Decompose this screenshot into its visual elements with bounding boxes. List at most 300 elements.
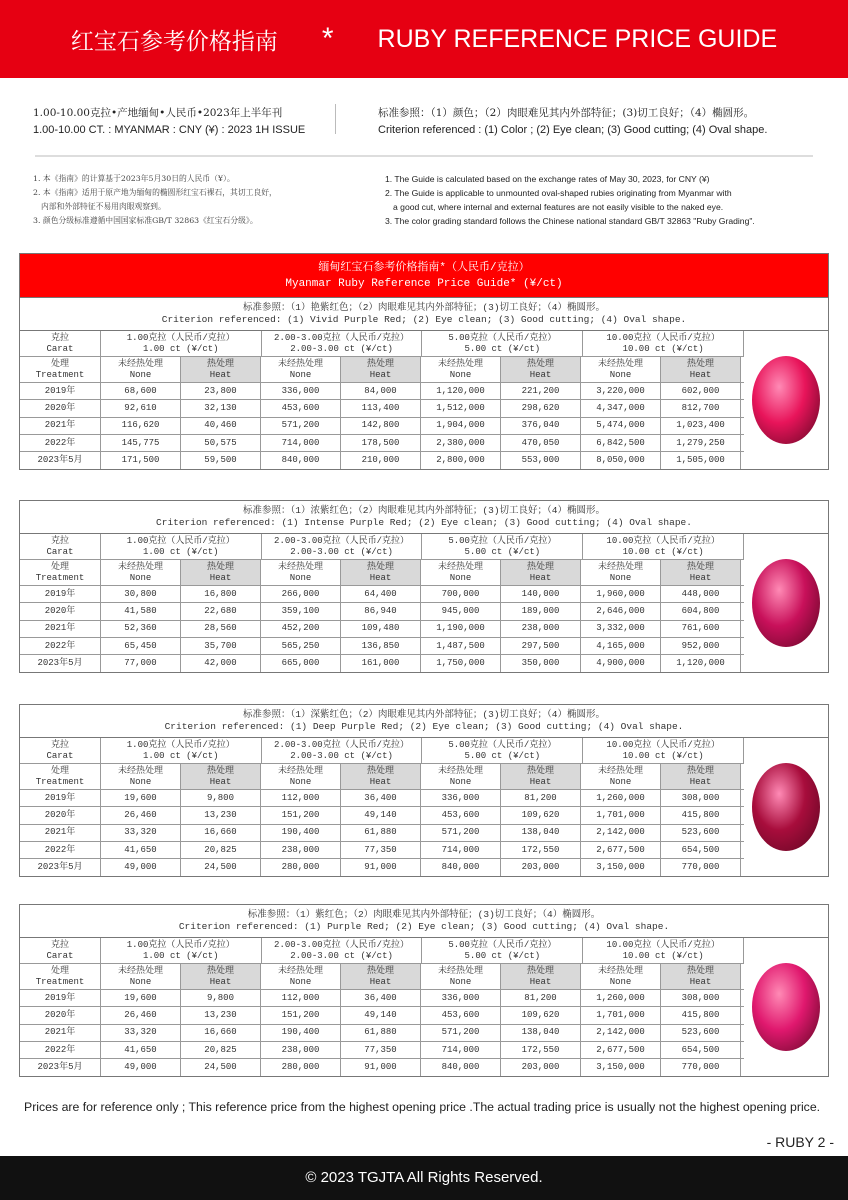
none-en: None — [449, 572, 472, 583]
year-cell: 2022年 — [20, 1042, 101, 1058]
price-table — [19, 904, 829, 1077]
none-header — [421, 964, 501, 989]
title-cn: 红宝石参考价格指南 — [70, 28, 278, 55]
price-cell: 16,800 — [181, 586, 261, 602]
price-cell: 2,142,000 — [581, 1025, 661, 1041]
criterion-en: Criterion referenced: (1) Purple Red; (2) Eye clean; (3) Good cutting; (4) Oval shape. — [178, 921, 670, 932]
none-en: None — [129, 369, 152, 380]
heat-cn: 热处理 — [206, 358, 234, 369]
table-row — [20, 990, 744, 1007]
treatment-header-row — [20, 764, 744, 790]
none-cn: 未经热处理 — [117, 561, 163, 572]
size-en: 10.00 ct (¥/ct) — [622, 343, 704, 354]
price-cell: 523,600 — [661, 825, 741, 841]
price-cell: 714,000 — [421, 842, 501, 858]
heat-header — [501, 964, 581, 989]
price-cell: 40,460 — [181, 418, 261, 434]
price-cell: 770,000 — [661, 1059, 741, 1076]
table-row — [20, 790, 744, 807]
size-en: 2.00-3.00 ct (¥/ct) — [290, 343, 393, 354]
price-cell: 602,000 — [661, 383, 741, 399]
price-cell: 24,500 — [181, 859, 261, 876]
treatment-header — [20, 764, 101, 789]
treatment-en: Treatment — [35, 976, 85, 987]
heat-cn: 热处理 — [366, 765, 394, 776]
price-cell: 571,200 — [421, 825, 501, 841]
none-header — [581, 357, 661, 382]
carat-en: Carat — [46, 546, 74, 557]
none-header — [421, 560, 501, 585]
price-cell: 1,023,400 — [661, 418, 741, 434]
page-number: - RUBY 2 - — [766, 1134, 834, 1150]
none-cn: 未经热处理 — [277, 765, 323, 776]
criterion-cn: 标准参照：（1）深紫红色；（2）肉眼难见其内外部特征；(3)切工良好；（4）椭圆形。 — [243, 709, 605, 720]
price-cell: 415,800 — [661, 1007, 741, 1023]
price-cell: 238,000 — [501, 621, 581, 637]
price-cell: 190,400 — [261, 825, 341, 841]
price-cell: 33,320 — [101, 1025, 181, 1041]
table-row — [20, 452, 744, 469]
price-cell: 1,701,000 — [581, 807, 661, 823]
price-cell: 20,825 — [181, 1042, 261, 1058]
heat-cn: 热处理 — [366, 358, 394, 369]
carat-cn: 克拉 — [50, 535, 69, 546]
none-en: None — [609, 572, 632, 583]
price-cell: 22,680 — [181, 603, 261, 619]
table-row — [20, 655, 744, 672]
price-cell: 238,000 — [261, 842, 341, 858]
price-cell: 28,560 — [181, 621, 261, 637]
price-cell: 359,100 — [261, 603, 341, 619]
heat-header — [181, 964, 261, 989]
price-cell: 36,400 — [341, 990, 421, 1006]
note: 1. The Guide is calculated based on the exchange rates of May 30, 2023, for CNY (¥) — [385, 174, 710, 184]
none-header — [261, 357, 341, 382]
price-cell: 2,677,500 — [581, 1042, 661, 1058]
heat-en: Heat — [369, 369, 392, 380]
price-cell: 36,400 — [341, 790, 421, 806]
price-cell: 1,904,000 — [421, 418, 501, 434]
price-cell: 2,677,500 — [581, 842, 661, 858]
size-header — [422, 534, 583, 559]
price-cell: 81,200 — [501, 990, 581, 1006]
none-header — [581, 764, 661, 789]
price-cell: 665,000 — [261, 655, 341, 672]
price-cell: 203,000 — [501, 859, 581, 876]
heat-cn: 热处理 — [686, 358, 714, 369]
none-cn: 未经热处理 — [117, 358, 163, 369]
price-cell: 376,040 — [501, 418, 581, 434]
price-cell: 112,000 — [261, 990, 341, 1006]
heat-cn: 热处理 — [206, 965, 234, 976]
none-header — [101, 560, 181, 585]
price-cell: 77,350 — [341, 1042, 421, 1058]
size-header — [262, 938, 423, 963]
size-header — [101, 738, 262, 763]
year-cell: 2019年 — [20, 383, 101, 399]
year-cell: 2023年5月 — [20, 655, 101, 672]
price-cell: 297,500 — [501, 638, 581, 654]
size-header-row — [20, 938, 744, 964]
price-cell: 178,500 — [341, 435, 421, 451]
disclaimer: Prices are for reference only ; This reference price from the highest opening price .The actual trading price is usually not the highest opening price. — [24, 1100, 821, 1114]
price-cell: 6,842,500 — [581, 435, 661, 451]
year-cell: 2021年 — [20, 825, 101, 841]
price-cell: 145,775 — [101, 435, 181, 451]
price-cell: 336,000 — [421, 790, 501, 806]
ruby-image — [744, 938, 828, 1076]
title-separator: * — [321, 22, 334, 55]
price-cell: 9,800 — [181, 990, 261, 1006]
none-header — [421, 357, 501, 382]
none-en: None — [289, 369, 312, 380]
heat-header — [181, 357, 261, 382]
price-cell: 714,000 — [261, 435, 341, 451]
note: 3. 颜色分级标准遵循中国国家标准GB/T 32863《红宝石分级》。 — [33, 216, 258, 225]
ruby-gem-icon — [752, 559, 820, 647]
none-cn: 未经热处理 — [597, 358, 643, 369]
year-cell: 2019年 — [20, 790, 101, 806]
heat-header — [501, 764, 581, 789]
heat-en: Heat — [529, 776, 552, 787]
none-header — [101, 964, 181, 989]
none-cn: 未经热处理 — [437, 965, 483, 976]
price-cell: 142,800 — [341, 418, 421, 434]
heat-header — [341, 964, 421, 989]
table-row — [20, 638, 744, 655]
table-row — [20, 621, 744, 638]
size-cn: 1.00克拉（人民币/克拉） — [126, 332, 235, 343]
price-cell: 3,220,000 — [581, 383, 661, 399]
price-cell: 1,120,000 — [661, 655, 741, 672]
size-header — [583, 938, 744, 963]
price-cell: 415,800 — [661, 807, 741, 823]
none-cn: 未经热处理 — [277, 965, 323, 976]
criterion-en: Criterion referenced: (1) Intense Purple Red; (2) Eye clean; (3) Good cutting; (4) Oval shape. — [156, 517, 692, 528]
price-cell: 4,900,000 — [581, 655, 661, 672]
price-cell: 68,600 — [101, 383, 181, 399]
title-en: RUBY REFERENCE PRICE GUIDE — [377, 24, 778, 53]
note: 内部和外部特征不易用肉眼观察到。 — [41, 202, 166, 211]
price-cell: 26,460 — [101, 807, 181, 823]
size-header — [101, 534, 262, 559]
divider — [35, 155, 813, 157]
none-cn: 未经热处理 — [597, 561, 643, 572]
price-cell: 840,000 — [421, 1059, 501, 1076]
none-en: None — [129, 572, 152, 583]
price-cell: 49,140 — [341, 807, 421, 823]
heat-header — [661, 357, 741, 382]
price-cell: 1,279,250 — [661, 435, 741, 451]
carat-en: Carat — [46, 343, 74, 354]
price-cell: 210,000 — [341, 452, 421, 469]
price-cell: 59,500 — [181, 452, 261, 469]
size-en: 5.00 ct (¥/ct) — [464, 950, 541, 961]
ruby-gem-icon — [752, 963, 820, 1051]
size-en: 1.00 ct (¥/ct) — [142, 950, 219, 961]
price-cell: 350,000 — [501, 655, 581, 672]
none-header — [261, 964, 341, 989]
size-cn: 1.00克拉（人民币/克拉） — [126, 939, 235, 950]
treatment-cn: 处理 — [50, 965, 69, 976]
price-cell: 26,460 — [101, 1007, 181, 1023]
heat-header — [501, 357, 581, 382]
price-cell: 453,600 — [421, 807, 501, 823]
size-cn: 5.00克拉（人民币/克拉） — [448, 332, 557, 343]
price-cell: 3,332,000 — [581, 621, 661, 637]
price-cell: 92,610 — [101, 400, 181, 416]
carat-header — [20, 331, 101, 356]
price-cell: 571,200 — [421, 1025, 501, 1041]
price-cell: 171,500 — [101, 452, 181, 469]
size-en: 2.00-3.00 ct (¥/ct) — [290, 750, 393, 761]
price-cell: 61,880 — [341, 1025, 421, 1041]
note: 2. The Guide is applicable to unmounted oval-shaped rubies originating from Myanmar with — [385, 188, 732, 198]
price-cell: 1,120,000 — [421, 383, 501, 399]
size-en: 5.00 ct (¥/ct) — [464, 750, 541, 761]
none-cn: 未经热处理 — [117, 965, 163, 976]
price-cell: 35,700 — [181, 638, 261, 654]
price-cell: 16,660 — [181, 1025, 261, 1041]
price-cell: 13,230 — [181, 1007, 261, 1023]
price-cell: 49,140 — [341, 1007, 421, 1023]
heat-cn: 热处理 — [206, 561, 234, 572]
title-banner — [0, 0, 848, 78]
price-cell: 65,450 — [101, 638, 181, 654]
heat-en: Heat — [689, 776, 712, 787]
price-cell: 49,000 — [101, 1059, 181, 1076]
none-cn: 未经热处理 — [437, 765, 483, 776]
carat-en: Carat — [46, 750, 74, 761]
price-cell: 151,200 — [261, 1007, 341, 1023]
price-cell: 52,360 — [101, 621, 181, 637]
price-cell: 140,000 — [501, 586, 581, 602]
price-cell: 30,800 — [101, 586, 181, 602]
none-header — [101, 764, 181, 789]
table-criterion — [20, 298, 828, 331]
criterion-en: Criterion referenced : (1) Color ; (2) Eye clean; (3) Good cutting; (4) Oval shape. — [378, 124, 768, 136]
treatment-header-row — [20, 964, 744, 990]
size-cn: 5.00克拉（人民币/克拉） — [448, 535, 557, 546]
criterion-cn: 标准参照：（1）浓紫红色；（2）肉眼难见其内外部特征；(3)切工良好；（4）椭圆形。 — [243, 505, 605, 516]
price-cell: 840,000 — [261, 452, 341, 469]
none-cn: 未经热处理 — [437, 561, 483, 572]
price-cell: 565,250 — [261, 638, 341, 654]
table-row — [20, 1042, 744, 1059]
copyright-footer: © 2023 TGJTA All Rights Reserved. — [0, 1156, 848, 1200]
price-cell: 33,320 — [101, 825, 181, 841]
none-cn: 未经热处理 — [437, 358, 483, 369]
heat-cn: 热处理 — [686, 561, 714, 572]
size-cn: 1.00克拉（人民币/克拉） — [126, 535, 235, 546]
carat-header — [20, 534, 101, 559]
price-cell: 190,400 — [261, 1025, 341, 1041]
price-cell: 1,960,000 — [581, 586, 661, 602]
price-cell: 16,660 — [181, 825, 261, 841]
year-cell: 2021年 — [20, 418, 101, 434]
none-header — [261, 560, 341, 585]
carat-cn: 克拉 — [50, 939, 69, 950]
table-row — [20, 842, 744, 859]
size-en: 10.00 ct (¥/ct) — [622, 546, 704, 557]
heat-header — [661, 964, 741, 989]
table-row — [20, 1025, 744, 1042]
price-cell: 81,200 — [501, 790, 581, 806]
price-table — [19, 704, 829, 877]
table-title-en: Myanmar Ruby Reference Price Guide* (¥/ct) — [285, 278, 563, 290]
heat-header — [341, 357, 421, 382]
none-cn: 未经热处理 — [277, 358, 323, 369]
table-criterion — [20, 905, 828, 938]
price-cell: 470,050 — [501, 435, 581, 451]
treatment-en: Treatment — [35, 369, 85, 380]
price-cell: 24,500 — [181, 1059, 261, 1076]
price-cell: 1,512,000 — [421, 400, 501, 416]
price-table — [19, 500, 829, 673]
size-en: 2.00-3.00 ct (¥/ct) — [290, 950, 393, 961]
heat-en: Heat — [369, 776, 392, 787]
price-cell: 654,500 — [661, 1042, 741, 1058]
price-cell: 23,800 — [181, 383, 261, 399]
none-cn: 未经热处理 — [277, 561, 323, 572]
none-en: None — [129, 976, 152, 987]
table-row — [20, 435, 744, 452]
price-cell: 452,200 — [261, 621, 341, 637]
price-cell: 3,150,000 — [581, 1059, 661, 1076]
price-cell: 116,620 — [101, 418, 181, 434]
price-cell: 32,130 — [181, 400, 261, 416]
treatment-header — [20, 560, 101, 585]
price-cell: 19,600 — [101, 790, 181, 806]
heat-en: Heat — [689, 369, 712, 380]
year-cell: 2022年 — [20, 638, 101, 654]
price-cell: 221,200 — [501, 383, 581, 399]
price-cell: 41,580 — [101, 603, 181, 619]
year-cell: 2022年 — [20, 435, 101, 451]
size-en: 2.00-3.00 ct (¥/ct) — [290, 546, 393, 557]
note: 3. The color grading standard follows the Chinese national standard GB/T 32863 "Ruby Grading". — [385, 216, 755, 226]
price-cell: 280,000 — [261, 859, 341, 876]
none-header — [421, 764, 501, 789]
price-cell: 64,400 — [341, 586, 421, 602]
price-cell: 1,260,000 — [581, 990, 661, 1006]
price-cell: 604,800 — [661, 603, 741, 619]
year-cell: 2023年5月 — [20, 859, 101, 876]
heat-cn: 热处理 — [206, 765, 234, 776]
table-row — [20, 1059, 744, 1076]
heat-header — [181, 560, 261, 585]
treatment-en: Treatment — [35, 572, 85, 583]
heat-header — [661, 560, 741, 585]
price-cell: 1,701,000 — [581, 1007, 661, 1023]
price-cell: 50,575 — [181, 435, 261, 451]
price-cell: 136,850 — [341, 638, 421, 654]
price-cell: 945,000 — [421, 603, 501, 619]
size-en: 5.00 ct (¥/ct) — [464, 343, 541, 354]
price-cell: 189,000 — [501, 603, 581, 619]
price-cell: 654,500 — [661, 842, 741, 858]
none-en: None — [449, 976, 472, 987]
size-cn: 10.00克拉（人民币/克拉） — [606, 535, 720, 546]
price-cell: 49,000 — [101, 859, 181, 876]
criterion-cn: 标准参照：（1）艳紫红色；（2）肉眼难见其内外部特征；(3)切工良好；（4）椭圆形。 — [243, 302, 605, 313]
table-row — [20, 807, 744, 824]
ruby-image — [744, 738, 828, 876]
carat-header — [20, 738, 101, 763]
price-cell: 238,000 — [261, 1042, 341, 1058]
treatment-cn: 处理 — [50, 765, 69, 776]
edition-en: 1.00-10.00 CT. : MYANMAR : CNY (¥) : 2023 1H ISSUE — [33, 124, 306, 136]
heat-en: Heat — [369, 976, 392, 987]
table-row — [20, 859, 744, 876]
price-cell: 109,480 — [341, 621, 421, 637]
price-cell: 151,200 — [261, 807, 341, 823]
price-cell: 336,000 — [421, 990, 501, 1006]
carat-cn: 克拉 — [50, 332, 69, 343]
none-en: None — [129, 776, 152, 787]
price-cell: 1,260,000 — [581, 790, 661, 806]
ruby-image — [744, 534, 828, 672]
heat-en: Heat — [209, 976, 232, 987]
price-cell: 700,000 — [421, 586, 501, 602]
table-row — [20, 603, 744, 620]
price-cell: 761,600 — [661, 621, 741, 637]
price-cell: 109,620 — [501, 1007, 581, 1023]
price-cell: 61,880 — [341, 825, 421, 841]
price-cell: 453,600 — [261, 400, 341, 416]
price-cell: 553,000 — [501, 452, 581, 469]
table-criterion — [20, 705, 828, 738]
criterion-info — [378, 105, 767, 139]
price-cell: 2,800,000 — [421, 452, 501, 469]
price-cell: 523,600 — [661, 1025, 741, 1041]
price-cell: 5,474,000 — [581, 418, 661, 434]
price-cell: 308,000 — [661, 790, 741, 806]
ruby-gem-icon — [752, 763, 820, 851]
year-cell: 2019年 — [20, 586, 101, 602]
price-cell: 13,230 — [181, 807, 261, 823]
ruby-image — [744, 331, 828, 469]
none-en: None — [609, 976, 632, 987]
size-cn: 5.00克拉（人民币/克拉） — [448, 739, 557, 750]
price-cell: 77,350 — [341, 842, 421, 858]
price-cell: 4,347,000 — [581, 400, 661, 416]
price-cell: 2,142,000 — [581, 825, 661, 841]
none-cn: 未经热处理 — [597, 765, 643, 776]
price-cell: 19,600 — [101, 990, 181, 1006]
divider — [335, 104, 336, 134]
heat-en: Heat — [529, 976, 552, 987]
treatment-cn: 处理 — [50, 358, 69, 369]
price-cell: 280,000 — [261, 1059, 341, 1076]
none-en: None — [289, 976, 312, 987]
size-header — [262, 534, 423, 559]
table-row — [20, 1007, 744, 1024]
price-cell: 770,000 — [661, 859, 741, 876]
notes-cn — [33, 172, 277, 228]
size-header — [583, 534, 744, 559]
heat-cn: 热处理 — [526, 765, 554, 776]
price-table — [19, 253, 829, 470]
price-cell: 91,000 — [341, 1059, 421, 1076]
criterion-cn: 标准参照：（1）颜色；（2）肉眼难见其内外部特征；(3)切工良好；（4）椭圆形。 — [378, 107, 755, 119]
heat-cn: 热处理 — [366, 561, 394, 572]
table-row — [20, 586, 744, 603]
price-cell: 8,050,000 — [581, 452, 661, 469]
price-cell: 1,505,000 — [661, 452, 741, 469]
heat-en: Heat — [209, 776, 232, 787]
table-title — [20, 254, 828, 298]
